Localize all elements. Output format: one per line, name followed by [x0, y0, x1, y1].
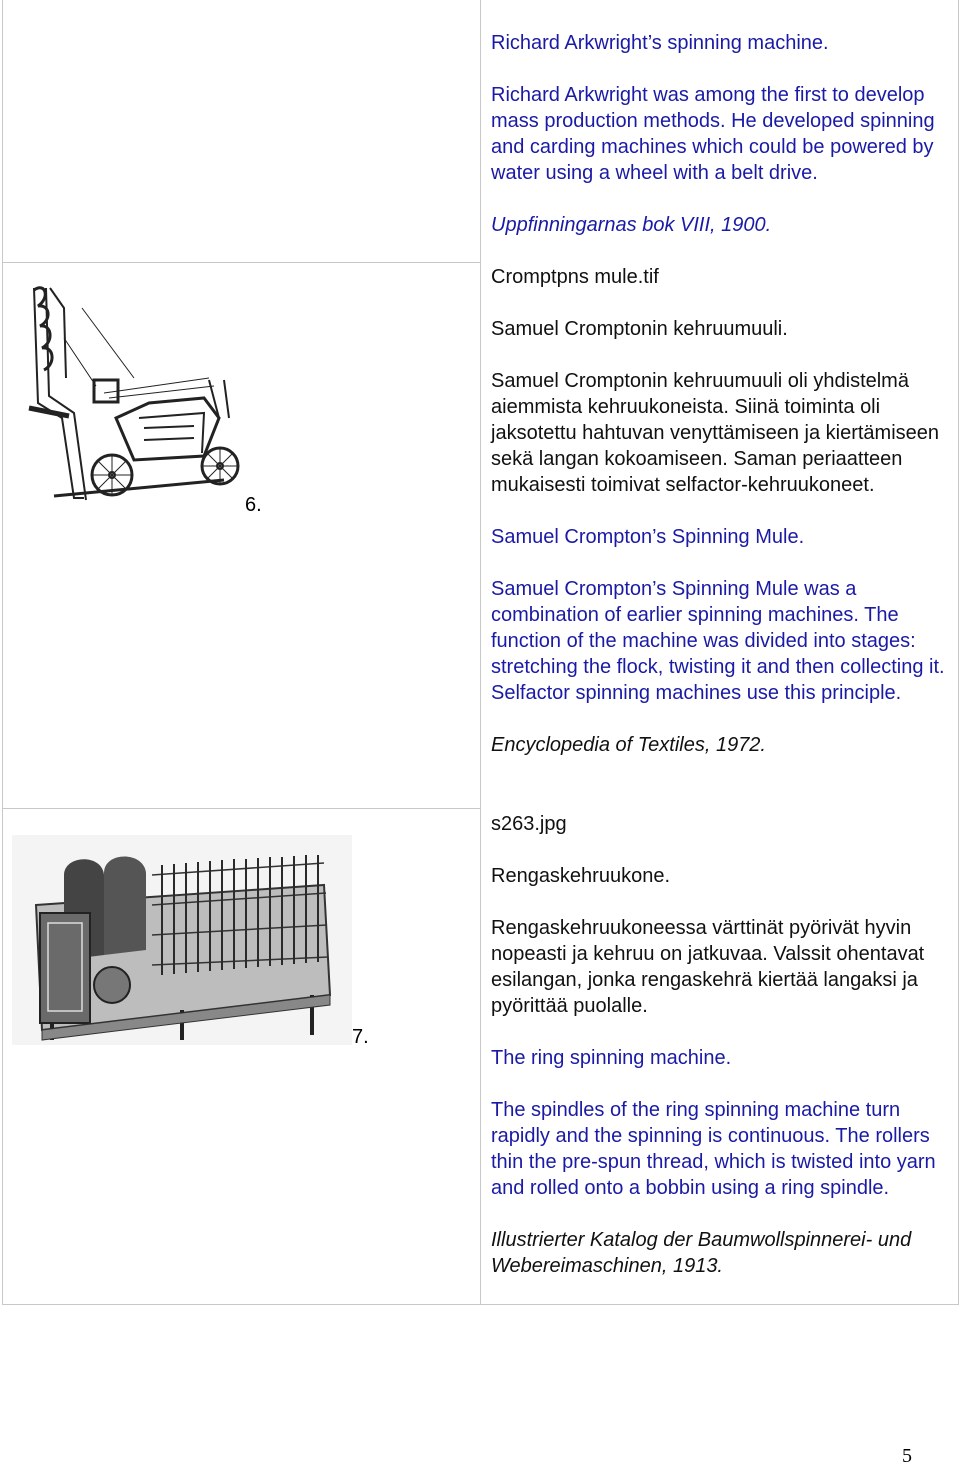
description-en: Richard Arkwright was among the first to develop mass production methods. He developed spinning and carding machines which could be powered by water using a wheel with a belt drive.	[491, 84, 935, 184]
title-en: The ring spinning machine.	[491, 1047, 732, 1069]
ring-spinning-machine-photo	[12, 835, 352, 1045]
description-fi: Rengaskehruukoneessa värttinät pyörivät hyvin nopeasti ja kehruu on jatkuvaa. Valssit ohentavat esilangan, jonka rengaskehrä kiertää langaksi ja pyörittää puolalle.	[491, 917, 925, 1017]
row-text	[491, 811, 951, 1279]
row-text	[491, 30, 951, 238]
row-divider	[3, 808, 480, 809]
title-fi: Samuel Cromptonin kehruumuuli.	[491, 318, 788, 340]
source-citation: Illustrierter Katalog der Baumwollspinnerei- und Webereimaschinen, 1913.	[491, 1229, 912, 1277]
title-fi: Rengaskehruukone.	[491, 865, 671, 887]
row-number: 7.	[352, 1026, 369, 1048]
description-fi: Samuel Cromptonin kehruumuuli oli yhdistelmä aiemmista kehruukoneista. Siinä toiminta oli jaksotettu hahtuvan venyttämiseen ja kiertämiseen sekä langan kokoamiseen. Saman periaatteen mukaisesti toimivat selfactor-kehruukoneet.	[491, 370, 940, 496]
column-divider	[480, 0, 481, 1304]
description-en: Samuel Crompton’s Spinning Mule was a combination of earlier spinning machines. The function of the machine was divided into stages: stretching the flock, twisting it and then collecting it. Selfactor spinning machines use this principle.	[491, 578, 945, 704]
row-text	[491, 264, 951, 758]
source-citation: Uppfinningarnas bok VIII, 1900.	[491, 214, 772, 236]
title-en: Samuel Crompton’s Spinning Mule.	[491, 526, 805, 548]
spinning-mule-illustration	[24, 268, 246, 518]
page-number: 5	[902, 1445, 912, 1467]
image-filename: Cromptpns mule.tif	[491, 266, 659, 288]
row-number: 6.	[245, 494, 262, 516]
image-filename: s263.jpg	[491, 813, 567, 835]
source-citation: Encyclopedia of Textiles, 1972.	[491, 734, 766, 756]
row-divider	[3, 262, 480, 263]
title-en: Richard Arkwright’s spinning machine.	[491, 32, 829, 54]
description-en: The spindles of the ring spinning machine turn rapidly and the spinning is continuous. The rollers thin the pre-spun thread, which is twisted into yarn and rolled onto a bobbin using a ring spindle.	[491, 1099, 936, 1199]
